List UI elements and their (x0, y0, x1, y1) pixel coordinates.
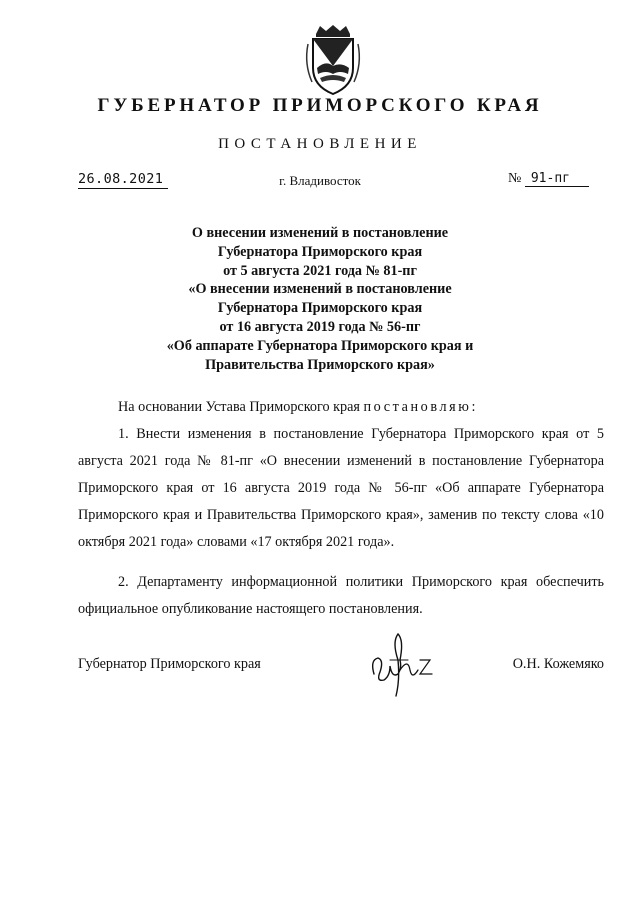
number-prefix: № (508, 171, 522, 186)
preamble (78, 394, 604, 421)
document-number (508, 171, 602, 187)
heading-line: Губернатора Приморского края (217, 300, 423, 317)
item-1: 1. Внести изменения в постановление Губернатора Приморского края от 5 августа 2021 года № 81-пг «О внесении изменений в постановление Губернатора Приморского края от 16 августа 2019 года № 56-пг «Об аппарате Губернатора Приморского края и Правительства Приморского края», заменив по тексту слова «10 октября 2021 года» словами «17 октября 2021 года». (78, 426, 604, 550)
document-body (78, 394, 604, 623)
handwritten-signature-icon (360, 630, 442, 700)
document-type: ПОСТАНОВЛЕНИЕ (218, 136, 422, 152)
number-value: 91-пг (525, 171, 589, 187)
heading-line: Губернатора Приморского края (217, 243, 423, 260)
heading-line: «Об аппарате Губернатора Приморского края и (166, 337, 474, 354)
item-2: 2. Департаменту информационной политики Приморского края обеспечить официальное опубликование настоящего постановления. (78, 574, 604, 617)
heading-line: «О внесении изменений в постановление (188, 281, 452, 298)
document-city: г. Владивосток (279, 173, 361, 188)
heading-line: от 16 августа 2019 года № 56-пг (219, 318, 421, 335)
preamble-text: На основании Устава Приморского края (118, 399, 364, 415)
signature-block (78, 652, 604, 712)
preamble-decree-word: постановляю: (363, 399, 479, 415)
signatory-title: Губернатор Приморского края (78, 656, 261, 672)
signatory-name: О.Н. Кожемяко (512, 656, 604, 672)
heading-line: от 5 августа 2021 года № 81-пг (223, 262, 417, 279)
issuing-authority: ГУБЕРНАТОР ПРИМОРСКОГО КРАЯ (97, 95, 543, 116)
coat-of-arms-icon (296, 24, 370, 98)
heading-line: О внесении изменений в постановление (191, 225, 449, 241)
heading-line: Правительства Приморского края» (205, 356, 435, 373)
document-heading (0, 224, 640, 374)
document-date: 26.08.2021 (78, 171, 168, 189)
